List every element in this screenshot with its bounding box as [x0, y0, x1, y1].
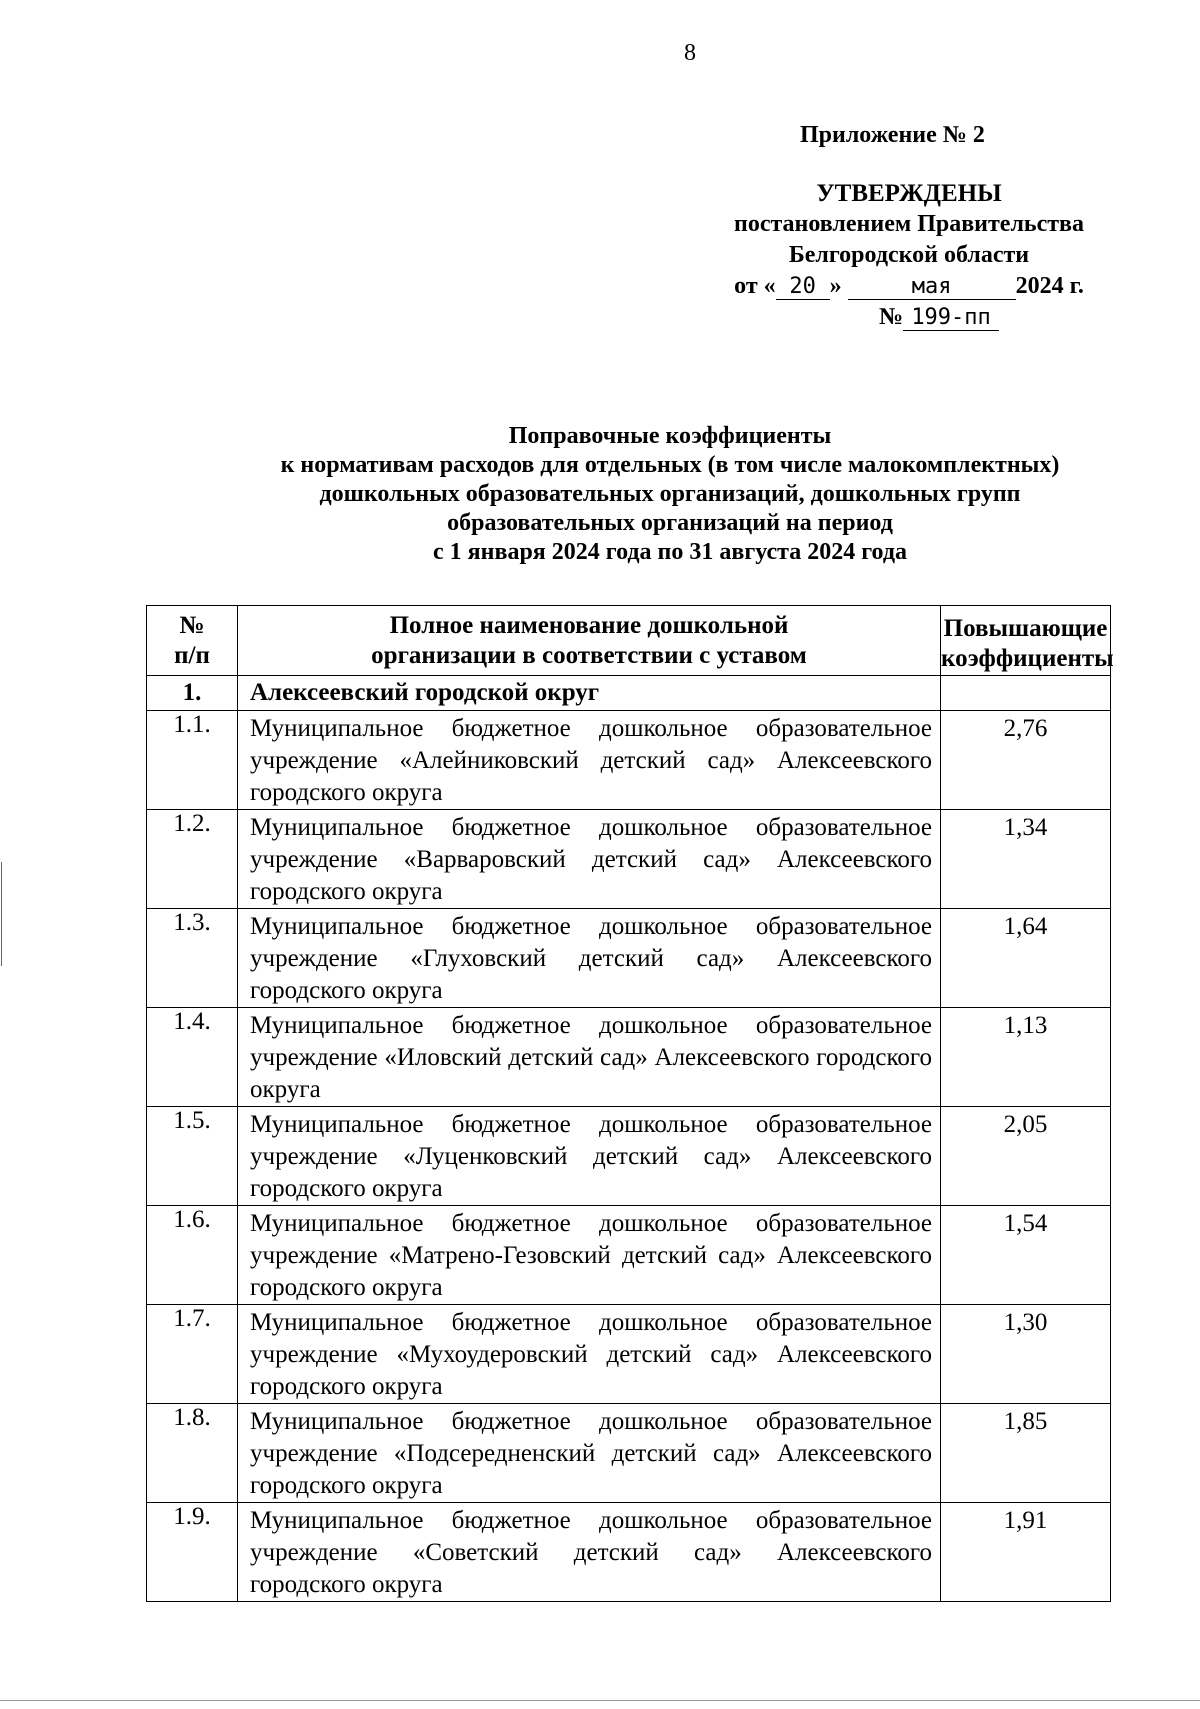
page-number: 8: [684, 40, 696, 66]
date-mid: »: [829, 273, 842, 299]
header-coefficient: [941, 606, 1114, 676]
row-organization-name: Муниципальное бюджетное дошкольное образовательное учреждение «Глуховский детский сад» Алексеевского городского округа: [238, 909, 941, 1008]
row-coefficient: 1,54: [941, 1206, 1111, 1305]
row-organization-name: Муниципальное бюджетное дошкольное образовательное учреждение «Советский детский сад» Алексеевского городского округа: [238, 1503, 941, 1602]
row-number: 1.8.: [147, 1404, 238, 1503]
approval-date: [694, 271, 1124, 302]
approved-heading: УТВЕРЖДЕНЫ: [816, 180, 1002, 207]
date-year: 2024 г.: [1015, 273, 1084, 299]
table-row: [147, 711, 1111, 810]
table-row: [147, 1206, 1111, 1305]
appendix-label: Приложение № 2: [800, 122, 985, 148]
row-number: 1.7.: [147, 1305, 238, 1404]
header-name: [238, 606, 941, 676]
row-organization-name: Муниципальное бюджетное дошкольное образовательное учреждение «Мухоудеровский детский сад» Алексеевского городского округа: [238, 1305, 941, 1404]
document-title: [120, 422, 1200, 567]
row-number: 1.1.: [147, 711, 238, 810]
header-coefficient-line-1: Повышающие: [943, 615, 1108, 642]
row-organization-name: Муниципальное бюджетное дошкольное образовательное учреждение «Матрено-Гезовский детский сад» Алексеевского городского округа: [238, 1206, 941, 1305]
row-organization-name: Муниципальное бюджетное дошкольное образовательное учреждение «Варваровский детский сад» Алексеевского городского округа: [238, 810, 941, 909]
header-number: [147, 606, 238, 676]
row-coefficient: 1,34: [941, 810, 1111, 909]
group-number: 1.: [147, 676, 238, 711]
number-value: 199-пп: [903, 306, 999, 331]
date-prefix: от «: [734, 273, 776, 299]
table-row: [147, 1107, 1111, 1206]
header-name-line-2: организации в соответствии с уставом: [371, 642, 807, 669]
header-name-line-1: Полное наименование дошкольной: [389, 612, 789, 639]
date-day: 20: [776, 275, 830, 300]
header-number-line-2: п/п: [174, 642, 210, 669]
title-line-1: Поправочные коэффициенты: [508, 423, 832, 449]
row-organization-name: Муниципальное бюджетное дошкольное образовательное учреждение «Иловский детский сад» Алексеевского городского округа: [238, 1008, 941, 1107]
header-number-line-1: №: [179, 612, 205, 639]
row-number: 1.2.: [147, 810, 238, 909]
number-prefix: №: [878, 304, 904, 330]
row-coefficient: 1,30: [941, 1305, 1111, 1404]
row-number: 1.4.: [147, 1008, 238, 1107]
row-coefficient: 1,13: [941, 1008, 1111, 1107]
group-name: Алексеевский городской округ: [238, 676, 941, 711]
scan-bottom-edge: [0, 1700, 1200, 1701]
row-organization-name: Муниципальное бюджетное дошкольное образовательное учреждение «Луценковский детский сад» Алексеевского городского округа: [238, 1107, 941, 1206]
approval-line-2: Белгородской области: [788, 242, 1030, 268]
row-coefficient: 1,85: [941, 1404, 1111, 1503]
table-row: [147, 1404, 1111, 1503]
row-coefficient: 2,05: [941, 1107, 1111, 1206]
row-number: 1.9.: [147, 1503, 238, 1602]
table-group-row: [147, 676, 1111, 711]
approval-number: [754, 302, 1124, 333]
row-organization-name: Муниципальное бюджетное дошкольное образовательное учреждение «Подсередненский детский сад» Алексеевского городского округа: [238, 1404, 941, 1503]
row-organization-name: Муниципальное бюджетное дошкольное образовательное учреждение «Алейниковский детский сад» Алексеевского городского округа: [238, 711, 941, 810]
title-line-5: с 1 января 2024 года по 31 августа 2024 года: [433, 539, 907, 565]
row-number: 1.3.: [147, 909, 238, 1008]
row-coefficient: 1,91: [941, 1503, 1111, 1602]
row-coefficient: 1,64: [941, 909, 1111, 1008]
table-row: [147, 1008, 1111, 1107]
title-line-4: образовательных организаций на период: [447, 510, 893, 536]
coefficients-table: [146, 605, 1114, 1602]
row-number: 1.6.: [147, 1206, 238, 1305]
approval-line-1: постановлением Правительства: [733, 211, 1084, 237]
table-row: [147, 1503, 1111, 1602]
header-coefficient-line-2: коэффициенты: [941, 645, 1114, 672]
row-number: 1.5.: [147, 1107, 238, 1206]
title-line-2: к нормативам расходов для отдельных (в том числе малокомплектных): [280, 452, 1060, 478]
date-month: мая: [848, 275, 1016, 300]
table-row: [147, 909, 1111, 1008]
row-coefficient: 2,76: [941, 711, 1111, 810]
table-row: [147, 810, 1111, 909]
approval-block: [694, 178, 1124, 333]
table-header-row: [147, 606, 1111, 676]
scan-edge-mark: [1, 862, 2, 966]
title-line-3: дошкольных образовательных организаций, дошкольных групп: [319, 481, 1021, 507]
table-row: [147, 1305, 1111, 1404]
group-value: [941, 676, 1111, 711]
